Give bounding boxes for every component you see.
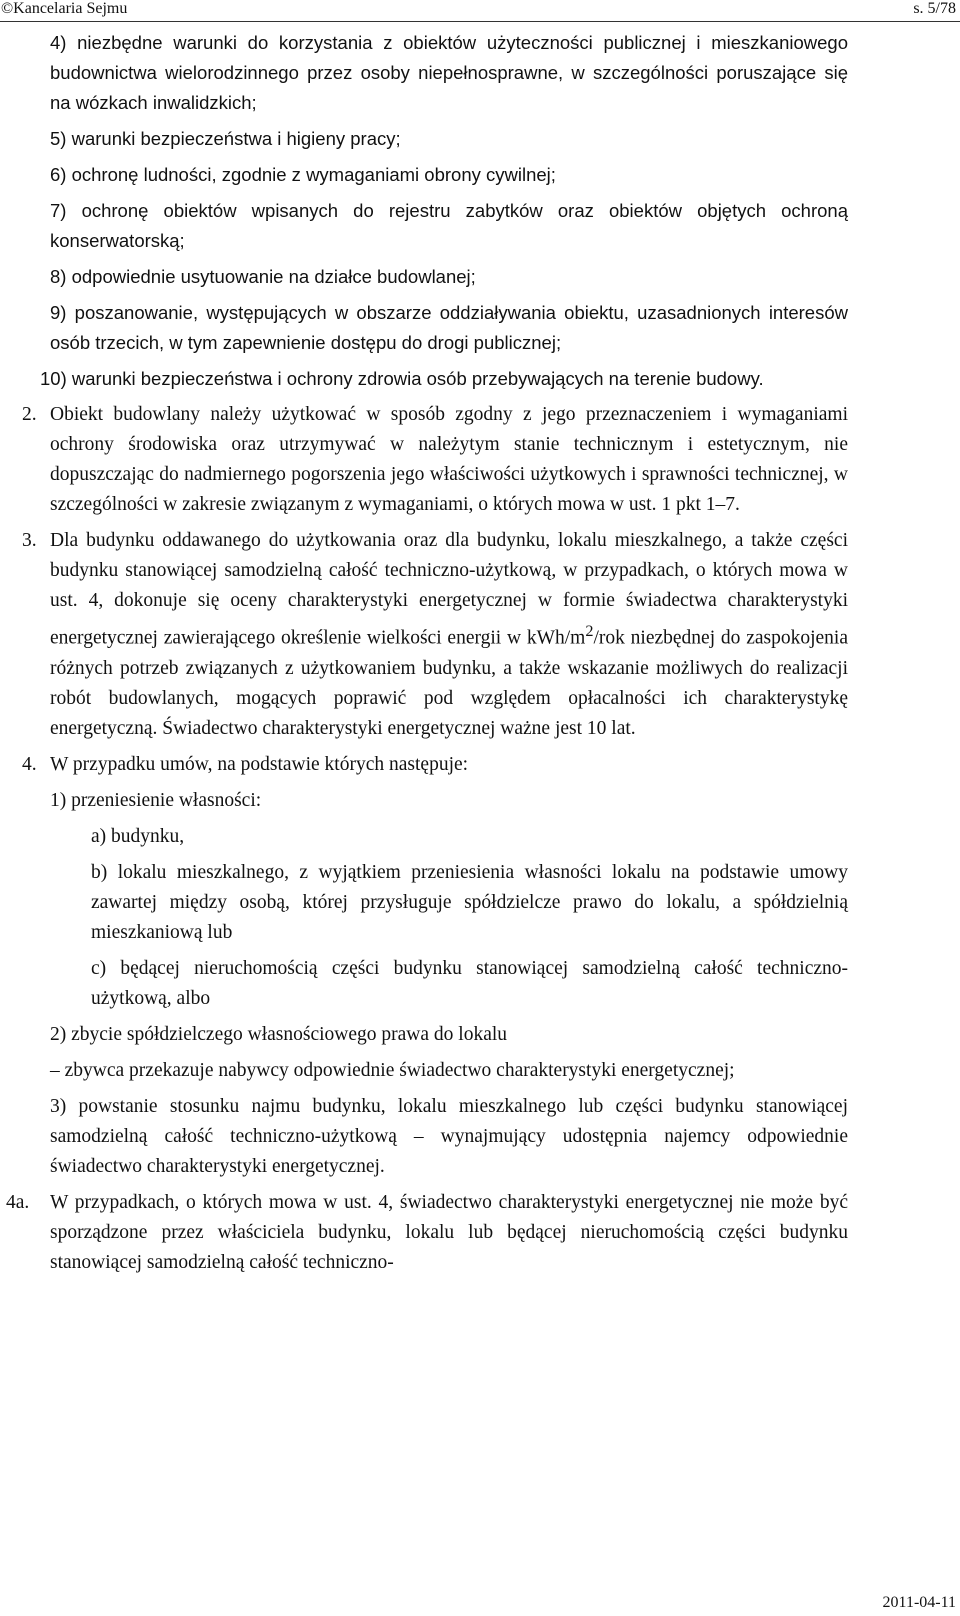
section-4-letter-b: b) lokalu mieszkalnego, z wyjątkiem przeniesienia własności lokalu na podstawie umowy zawartej między osobą, której przysługuje spółdzielcze prawo do lokalu, a spółdzielnią mieszkaniową lub [91, 861, 848, 943]
point-8: 8) odpowiednie usytuowanie na działce budowlanej; [50, 266, 476, 287]
section-2 [0, 400, 960, 520]
section-3-superscript: 2 [585, 622, 594, 640]
copyright-label: ©Kancelaria Sejmu [1, 0, 128, 17]
section-3-number: 3. [22, 530, 37, 551]
point-10: 10) warunki bezpieczeństwa i ochrony zdrowia osób przebywających na terenie budowy. [40, 368, 764, 389]
section-4-number: 4. [22, 753, 37, 775]
section-4-point-3: 3) powstanie stosunku najmu budynku, lokalu mieszkalnego lub części budynku stanowiącej samodzielną całość techniczno-użytkową – wynajmujący udostępnia najemcy odpowiednie świadectwo charakterystyki energetycznej. [50, 1095, 848, 1177]
section-4a-text: W przypadkach, o których mowa w ust. 4, świadectwo charakterystyki energetycznej nie może być sporządzone przez właściciela budynku, lokalu lub będącej nieruchomością części budynku stanowiącej samodzielną całość techniczno- [50, 1191, 848, 1273]
page-number: s. 5/78 [913, 0, 956, 17]
point-9: 9) poszanowanie, występujących w obszarze oddziaływania obiektu, uzasadnionych interesów osób trzecich, w tym zapewnienie dostępu do drogi publicznej; [50, 302, 848, 353]
section-4-letter-c: c) będącej nieruchomością części budynku stanowiącej samodzielną całość techniczno-użytkową, albo [91, 957, 848, 1009]
section-2-text: Obiekt budowlany należy użytkować w sposób zgodny z jego przeznaczeniem i wymaganiami ochrony środowiska oraz utrzymywać w należytym stanie technicznym i estetycznym, nie dopuszczając do nadmiernego pogorszenia jego właściwości użytkowych i sprawności technicznej, w szczególności w zakresie związanym z wymaganiami, o których mowa w ust. 1 pkt 1–7. [50, 404, 848, 515]
document-body [0, 28, 960, 1278]
point-6: 6) ochronę ludności, zgodnie z wymaganiami obrony cywilnej; [50, 164, 556, 185]
header-rule [0, 21, 960, 22]
section-4-point-2: 2) zbycie spółdzielczego własnościowego prawa do lokalu [50, 1023, 508, 1045]
section-4-text: W przypadku umów, na podstawie których następuje: [50, 753, 469, 775]
section-3-text-a: Dla budynku oddawanego do użytkowania oraz dla budynku, lokalu mieszkalnego, a także części budynku stanowiącej samodzielną całość techniczno-użytkową, w przypadkach, o których mowa w ust. 4, dokonuje się oceny charakterystyki energetycznej w formie świadectwa charakterystyki energetycznej zawierającego określenie wielkości energii w kWh/m [50, 530, 848, 649]
section-4a [0, 1188, 960, 1278]
section-3-text-b: /rok niezbędnej do zaspokojenia różnych potrzeb związanych z użytkowaniem budynku, a także wskazanie możliwych do realizacji robót budowlanych, mogących poprawić pod względem opłacalności ich charakterystykę energetyczną. Świadectwo charakterystyki energetycznej ważne jest 10 lat. [50, 627, 848, 739]
point-7: 7) ochronę obiektów wpisanych do rejestru zabytków oraz obiektów objętych ochroną konserwatorską; [50, 200, 848, 251]
section-4 [0, 750, 960, 780]
section-3 [0, 526, 960, 744]
point-5: 5) warunki bezpieczeństwa i higieny pracy; [50, 128, 401, 149]
footer-date: 2011-04-11 [882, 1594, 956, 1611]
point-4: 4) niezbędne warunki do korzystania z obiektów użyteczności publicznej i mieszkaniowego budownictwa wielorodzinnego przez osoby niepełnosprawne, w szczególności poruszające się na wózkach inwalidzkich; [50, 32, 848, 113]
section-4-point-1: 1) przeniesienie własności: [50, 789, 262, 811]
section-4-dash-clause: – zbywca przekazuje nabywcy odpowiednie świadectwo charakterystyki energetycznej; [50, 1059, 735, 1081]
page-header [0, 0, 960, 18]
section-4a-number: 4a. [6, 1191, 30, 1213]
section-4-letter-a: a) budynku, [91, 825, 185, 847]
section-2-number: 2. [22, 404, 37, 425]
